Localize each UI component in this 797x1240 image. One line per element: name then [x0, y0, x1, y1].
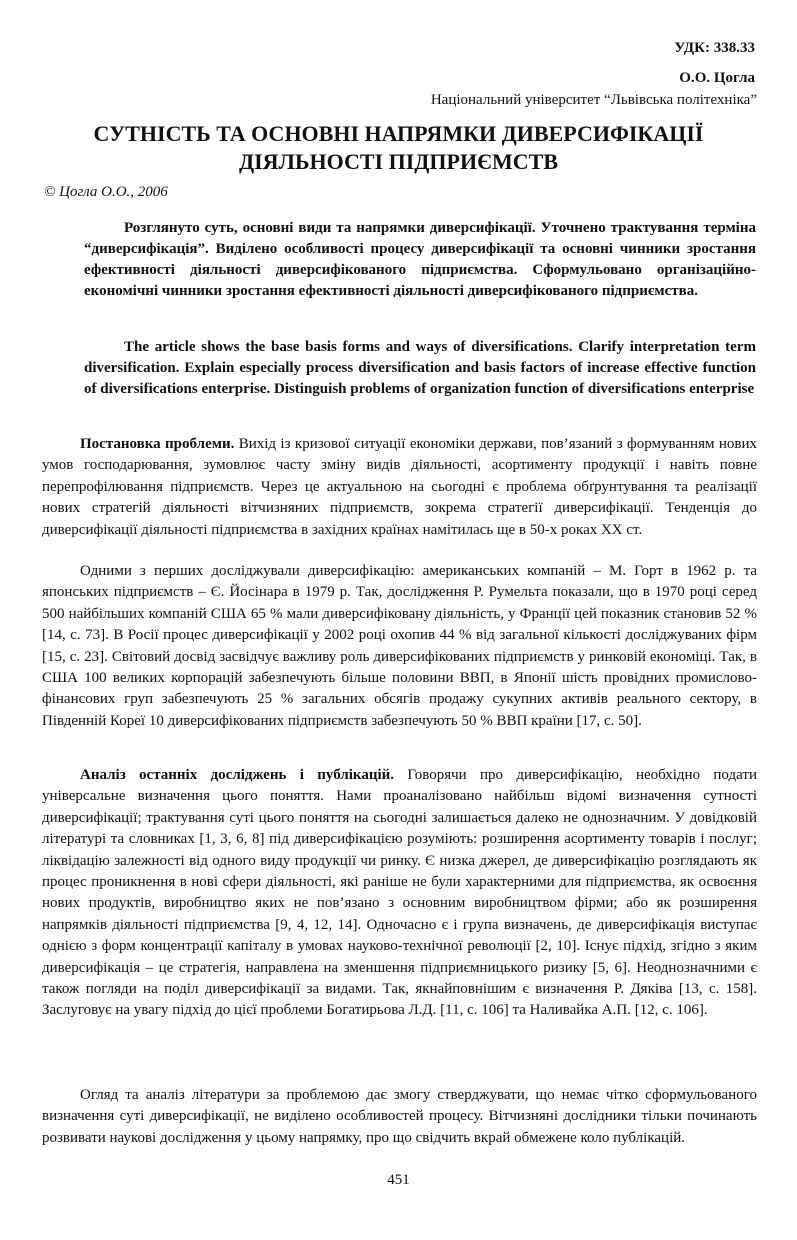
- paragraph-research-history: [42, 561, 757, 732]
- paragraph-literature-analysis: [42, 765, 757, 1022]
- author-name: О.О. Цогла: [679, 70, 755, 86]
- paragraph-text: Вихід із кризової ситуації економіки держави, пов’язаний з формуванням нових умов господарювання, зумовлює часту зміну видів діяльності, асортименту продукції і навіть повне перепрофілювання підприємств. Через це актуальною на сьогодні є проблема обґрунтування та реалізації нових стратегій діяльності вітчизняних підприємств, зокрема стратегії диверсифікації. Тенденція до диверсифікації діяльності підприємства в західних країнах намітилась ще в 50-х роках ХХ ст.: [42, 436, 757, 538]
- paper-title: СУТНІСТЬ ТА ОСНОВНІ НАПРЯМКИ ДИВЕРСИФІКАЦІЇ ДІЯЛЬНОСТІ ПІДПРИЄМСТВ: [93, 121, 704, 174]
- paragraph-problem-statement: [42, 434, 757, 541]
- paragraph-literature-review: [42, 1085, 757, 1149]
- paragraph-lead: Аналіз останніх досліджень і публікацій.: [80, 767, 395, 783]
- copyright-notice: © Цогла О.О., 2006: [44, 184, 168, 200]
- paragraph-text: Одними з перших досліджували диверсифікацію: американських компаній – М. Горт в 1962 р. та японських підприємств – Є. Йосінара в 1979 р. Так, дослідження Р. Румельта показали, що в 1970 році серед 500 найбільших компаній США 65 % мали диверсифіковану діяльність, у Франції цей показник становив 52 % [14, с. 73]. В Росії процес диверсифікації у 2002 році охопив 44 % від загальної кількості досліджуваних фірм [15, с. 23]. Світовий досвід засвідчує важливу роль диверсифікованих підприємств у ринковій економіці. Так, в США 100 великих корпорацій забезпечують більше половини ВВП, в Японії шість провідних промислово-фінансових груп забезпечують 25 % загальних обсягів продажу сукупних активів реального сектору, в Південній Кореї 10 диверсифікованих підприємств забезпечують 50 % ВВП країни [17, с. 50].: [42, 563, 757, 729]
- abstract-ukrainian: Розглянуто суть, основні види та напрямки диверсифікації. Уточнено трактування терміна “диверсифікація”. Виділено особливості процесу диверсифікації та основні чинники зростання ефективності діяльності диверсифікованого підприємства. Сформульовано організаційно-економічні чинники зростання ефективності діяльності диверсифікованого підприємства.: [84, 220, 756, 299]
- abstract-english: The article shows the base basis forms and ways of diversifications. Clarify interpretation term diversification. Explain especially process diversification and basis factors of increase effective function of diversifications enterprise. Distinguish problems of organization function of diversifications enterprise: [84, 339, 756, 397]
- paragraph-text: Говорячи про диверсифікацію, необхідно подати універсальне визначення цього поняття. Нами проаналізовано найбільш відомі визначення сутності диверсифікації; трактування суті цього поняття на сьогодні залишається далеко не однозначним. У довідковій літературі та словниках [1, 3, 6, 8] під диверсифікацією розуміють: розширення асортименту товарів і послуг; ліквідацію залежності від одного виду продукції чи ринку. Є низка джерел, де диверсифікацію розглядають як процес проникнення в нові сфери діяльності, які раніше не були характерними для підприємства, як освоєння нових продуктів, виробництво яких не пов’язано з основним виробництвом фірми; або як розширення напрямків діяльності підприємства [9, 4, 12, 14]. Одночасно є і група визначень, де диверсифікація виступає однією з форм концентрації капіталу в умовах науково-технічної революції [2, 10]. Існує підхід, згідно з яким диверсифікація – це стратегія, направлена на зменшення підприємницького ризику [5, 6]. Неоднозначними є також погляди на поділ диверсифікації за видами. Так, якнайповнішим є визначення Р. Дяківа [13, с. 158]. Заслуговує на увагу підхід до цієї проблеми Богатирьова Л.Д. [11, с. 106] та Наливайка А.П. [12, с. 106].: [42, 767, 757, 1019]
- page-number: 451: [387, 1172, 410, 1188]
- udk-code: УДК: 338.33: [674, 40, 755, 56]
- paragraph-text: Огляд та аналіз літератури за проблемою дає змогу стверджувати, що немає чітко сформульованого визначення суті диверсифікації, не виділено особливостей процесу. Вітчизняні дослідники тільки починають розвивати наукові дослідження у цьому напрямку, про що свідчить вкрай обмежене коло публікацій.: [42, 1087, 757, 1146]
- author-affiliation: Національний університет “Львівська політехніка”: [430, 92, 757, 108]
- paragraph-lead: Постановка проблеми.: [80, 436, 235, 452]
